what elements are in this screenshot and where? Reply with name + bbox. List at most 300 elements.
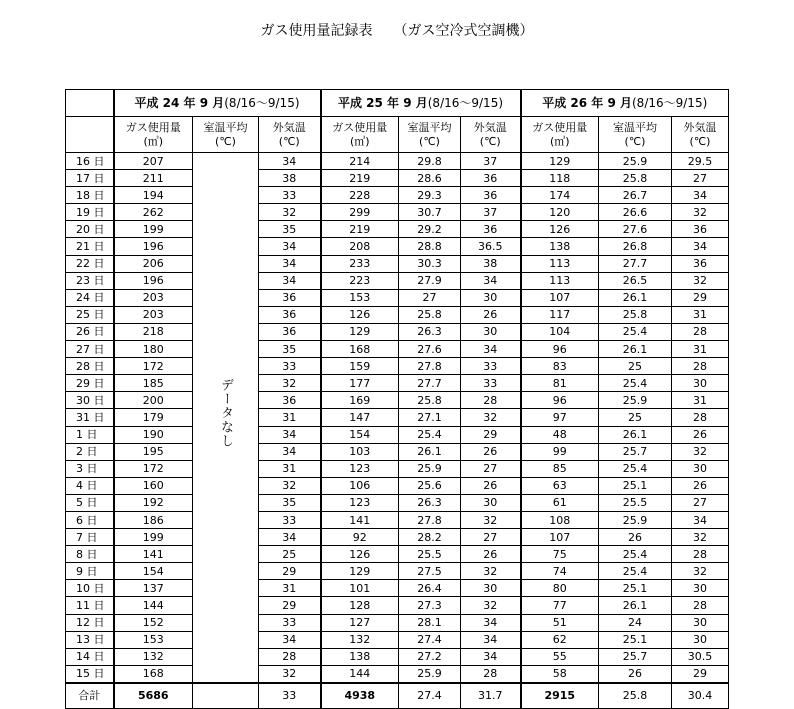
gas-usage-cell: 185 bbox=[114, 375, 193, 392]
gas-usage-cell: 172 bbox=[114, 358, 193, 375]
gas-usage-cell: 200 bbox=[114, 392, 193, 409]
outside-temp-cell: 32 bbox=[672, 204, 729, 221]
gas-usage-cell: 51 bbox=[521, 614, 599, 631]
table-row bbox=[66, 477, 729, 494]
outside-temp-cell: 28 bbox=[672, 597, 729, 614]
gas-usage-cell: 126 bbox=[321, 306, 399, 323]
gas-usage-cell: 207 bbox=[114, 153, 193, 170]
gas-usage-cell: 137 bbox=[114, 580, 193, 597]
outside-temp-cell: 32 bbox=[461, 511, 521, 528]
period-range: (8/16～9/15) bbox=[632, 96, 708, 110]
room-temp-cell: 25.5 bbox=[399, 546, 461, 563]
gas-usage-cell: 180 bbox=[114, 341, 193, 358]
gas-usage-cell: 128 bbox=[321, 597, 399, 614]
outside-temp-cell: 29 bbox=[672, 665, 729, 683]
gas-usage-cell: 63 bbox=[521, 477, 599, 494]
outside-temp-cell: 30 bbox=[672, 614, 729, 631]
gas-usage-cell: 101 bbox=[321, 580, 399, 597]
gas-usage-cell: 219 bbox=[321, 170, 399, 187]
table-row bbox=[66, 153, 729, 170]
outside-temp-cell: 29 bbox=[259, 597, 321, 614]
gas-usage-cell: 179 bbox=[114, 409, 193, 426]
gas-usage-cell: 190 bbox=[114, 426, 193, 443]
room-temp-cell: 26.1 bbox=[399, 443, 461, 460]
table-row bbox=[66, 306, 729, 323]
outside-temp-cell: 30 bbox=[672, 460, 729, 477]
gas-usage-cell: 211 bbox=[114, 170, 193, 187]
day-label: 13 日 bbox=[66, 631, 114, 648]
room-temp-cell: 25.1 bbox=[599, 580, 672, 597]
gas-usage-cell: 103 bbox=[321, 443, 399, 460]
period-label: 平成 26 年 9 月 bbox=[542, 96, 632, 110]
outside-temp-cell: 31 bbox=[672, 341, 729, 358]
outside-temp-cell: 34 bbox=[461, 272, 521, 289]
outside-temp-cell: 32 bbox=[672, 443, 729, 460]
gas-usage-cell: 196 bbox=[114, 272, 193, 289]
day-label: 21 日 bbox=[66, 238, 114, 255]
gas-usage-cell: 75 bbox=[521, 546, 599, 563]
day-label: 1 日 bbox=[66, 426, 114, 443]
gas-usage-cell: 127 bbox=[321, 614, 399, 631]
gas-usage-cell: 262 bbox=[114, 204, 193, 221]
table-row bbox=[66, 614, 729, 631]
gas-usage-cell: 172 bbox=[114, 460, 193, 477]
outside-temp-cell: 33 bbox=[461, 375, 521, 392]
outside-temp-cell: 27 bbox=[461, 529, 521, 546]
gas-usage-cell: 147 bbox=[321, 409, 399, 426]
outside-temp-cell: 28 bbox=[461, 665, 521, 683]
gas-usage-cell: 299 bbox=[321, 204, 399, 221]
gas-usage-cell: 174 bbox=[521, 187, 599, 204]
gas-usage-cell: 126 bbox=[521, 221, 599, 238]
room-temp-cell: 28.2 bbox=[399, 529, 461, 546]
table-row bbox=[66, 358, 729, 375]
day-label: 12 日 bbox=[66, 614, 114, 631]
room-temp-cell: 25.6 bbox=[399, 477, 461, 494]
outside-temp-cell: 32 bbox=[672, 272, 729, 289]
gas-usage-cell: 123 bbox=[321, 494, 399, 511]
outside-temp-cell: 27 bbox=[672, 170, 729, 187]
column-header-text: 外気温 bbox=[683, 120, 717, 134]
room-temp-cell: 28.8 bbox=[399, 238, 461, 255]
room-temp-cell: 30.3 bbox=[399, 255, 461, 272]
column-header-text: 室温平均 bbox=[613, 120, 657, 134]
table-row bbox=[66, 563, 729, 580]
room-temp-cell: 27.8 bbox=[399, 511, 461, 528]
room-temp-cell: 25.4 bbox=[599, 460, 672, 477]
room-temp-cell: 26.3 bbox=[399, 494, 461, 511]
room-temp-cell: 26.5 bbox=[599, 272, 672, 289]
outside-temp-cell: 32 bbox=[461, 409, 521, 426]
outside-temp-cell: 35 bbox=[259, 221, 321, 238]
gas-usage-cell: 218 bbox=[114, 323, 193, 340]
gas-usage-cell: 118 bbox=[521, 170, 599, 187]
day-label: 30 日 bbox=[66, 392, 114, 409]
room-temp-cell: 25.4 bbox=[599, 323, 672, 340]
outside-temp-cell: 36 bbox=[259, 392, 321, 409]
room-temp-cell: 25 bbox=[599, 358, 672, 375]
outside-temp-cell: 34 bbox=[259, 272, 321, 289]
room-temp-cell: 26.1 bbox=[599, 341, 672, 358]
day-label: 18 日 bbox=[66, 187, 114, 204]
outside-temp-cell: 36 bbox=[259, 306, 321, 323]
gas-usage-cell: 152 bbox=[114, 614, 193, 631]
outside-temp-cell: 32 bbox=[461, 597, 521, 614]
outside-temp-cell: 31 bbox=[259, 580, 321, 597]
gas-usage-cell: 186 bbox=[114, 511, 193, 528]
table-row bbox=[66, 665, 729, 683]
outside-temp-cell: 38 bbox=[259, 170, 321, 187]
outside-temp-cell: 26 bbox=[672, 426, 729, 443]
day-label: 22 日 bbox=[66, 255, 114, 272]
outside-temp-cell: 34 bbox=[461, 631, 521, 648]
outside-temp-cell: 36 bbox=[259, 289, 321, 306]
room-temp-cell: 27.5 bbox=[399, 563, 461, 580]
gas-usage-cell: 129 bbox=[521, 153, 599, 170]
outside-temp-cell: 33 bbox=[259, 358, 321, 375]
outside-temp-cell: 33 bbox=[259, 187, 321, 204]
table-row bbox=[66, 426, 729, 443]
outside-temp-cell: 32 bbox=[259, 665, 321, 683]
table-row bbox=[66, 170, 729, 187]
outside-temp-cell: 36.5 bbox=[461, 238, 521, 255]
total-room-temp: 25.8 bbox=[599, 683, 672, 709]
day-label: 20 日 bbox=[66, 221, 114, 238]
room-temp-cell: 26.1 bbox=[599, 597, 672, 614]
outside-temp-cell: 30 bbox=[672, 631, 729, 648]
day-label: 7 日 bbox=[66, 529, 114, 546]
gas-usage-cell: 203 bbox=[114, 306, 193, 323]
outside-temp-cell: 30 bbox=[461, 323, 521, 340]
outside-temp-cell: 34 bbox=[259, 529, 321, 546]
day-label: 29 日 bbox=[66, 375, 114, 392]
outside-temp-cell: 31 bbox=[259, 460, 321, 477]
gas-usage-cell: 55 bbox=[521, 648, 599, 665]
outside-temp-cell: 26 bbox=[461, 443, 521, 460]
gas-usage-cell: 168 bbox=[114, 665, 193, 683]
table-row bbox=[66, 409, 729, 426]
day-label: 16 日 bbox=[66, 153, 114, 170]
total-outside-temp: 30.4 bbox=[672, 683, 729, 709]
outside-temp-cell: 29 bbox=[672, 289, 729, 306]
outside-temp-cell: 34 bbox=[259, 631, 321, 648]
room-temp-cell: 27 bbox=[399, 289, 461, 306]
day-label: 17 日 bbox=[66, 170, 114, 187]
gas-usage-cell: 206 bbox=[114, 255, 193, 272]
gas-usage-table bbox=[65, 89, 729, 709]
table-row bbox=[66, 204, 729, 221]
outside-temp-cell: 34 bbox=[672, 511, 729, 528]
gas-usage-cell: 138 bbox=[521, 238, 599, 255]
gas-usage-cell: 177 bbox=[321, 375, 399, 392]
outside-temp-cell: 28 bbox=[461, 392, 521, 409]
outside-temp-cell: 34 bbox=[259, 238, 321, 255]
table-row bbox=[66, 546, 729, 563]
table-row bbox=[66, 238, 729, 255]
total-room-temp-empty bbox=[193, 683, 259, 709]
column-header-text: (℃) bbox=[624, 134, 646, 148]
day-label: 11 日 bbox=[66, 597, 114, 614]
outside-temp-cell: 28 bbox=[672, 409, 729, 426]
gas-usage-cell: 85 bbox=[521, 460, 599, 477]
period-header-row bbox=[66, 90, 729, 117]
column-header-outside bbox=[672, 117, 729, 153]
gas-usage-cell: 81 bbox=[521, 375, 599, 392]
room-temp-cell: 29.8 bbox=[399, 153, 461, 170]
room-temp-cell: 25.9 bbox=[399, 665, 461, 683]
table-row bbox=[66, 648, 729, 665]
column-header-gas bbox=[321, 117, 399, 153]
column-header-text: (℃) bbox=[278, 134, 300, 148]
room-temp-cell: 26.7 bbox=[599, 187, 672, 204]
column-header-gas bbox=[521, 117, 599, 153]
corner-cell bbox=[66, 90, 114, 117]
day-label: 24 日 bbox=[66, 289, 114, 306]
room-temp-cell: 26.6 bbox=[599, 204, 672, 221]
column-header-text: 外気温 bbox=[272, 120, 306, 134]
outside-temp-cell: 32 bbox=[672, 529, 729, 546]
outside-temp-cell: 32 bbox=[672, 563, 729, 580]
gas-usage-cell: 141 bbox=[114, 546, 193, 563]
total-row bbox=[66, 683, 729, 709]
gas-usage-cell: 203 bbox=[114, 289, 193, 306]
room-temp-cell: 25.9 bbox=[399, 460, 461, 477]
table-row bbox=[66, 392, 729, 409]
outside-temp-cell: 32 bbox=[259, 204, 321, 221]
outside-temp-cell: 27 bbox=[461, 460, 521, 477]
day-label: 28 日 bbox=[66, 358, 114, 375]
gas-usage-cell: 96 bbox=[521, 392, 599, 409]
column-header-text: (℃) bbox=[479, 134, 501, 148]
day-label: 15 日 bbox=[66, 665, 114, 683]
gas-usage-cell: 123 bbox=[321, 460, 399, 477]
gas-usage-cell: 154 bbox=[321, 426, 399, 443]
day-label: 23 日 bbox=[66, 272, 114, 289]
outside-temp-cell: 30 bbox=[672, 580, 729, 597]
gas-usage-cell: 104 bbox=[521, 323, 599, 340]
column-header-gas bbox=[114, 117, 193, 153]
no-data-cell bbox=[193, 153, 259, 683]
room-temp-cell: 25.1 bbox=[599, 631, 672, 648]
outside-temp-cell: 30 bbox=[672, 375, 729, 392]
outside-temp-cell: 29.5 bbox=[672, 153, 729, 170]
column-header-text: 室温平均 bbox=[407, 120, 452, 134]
gas-usage-cell: 132 bbox=[321, 631, 399, 648]
table-row bbox=[66, 375, 729, 392]
room-temp-cell: 25.1 bbox=[599, 477, 672, 494]
gas-usage-cell: 117 bbox=[521, 306, 599, 323]
outside-temp-cell: 34 bbox=[672, 187, 729, 204]
outside-temp-cell: 36 bbox=[461, 187, 521, 204]
column-header-row bbox=[66, 117, 729, 153]
table-row bbox=[66, 529, 729, 546]
outside-temp-cell: 36 bbox=[672, 255, 729, 272]
gas-usage-cell: 96 bbox=[521, 341, 599, 358]
room-temp-cell: 25.9 bbox=[599, 511, 672, 528]
room-temp-cell: 25 bbox=[599, 409, 672, 426]
gas-usage-cell: 108 bbox=[521, 511, 599, 528]
outside-temp-cell: 33 bbox=[259, 511, 321, 528]
room-temp-cell: 27.1 bbox=[399, 409, 461, 426]
gas-usage-cell: 199 bbox=[114, 529, 193, 546]
outside-temp-cell: 31 bbox=[672, 306, 729, 323]
gas-usage-cell: 48 bbox=[521, 426, 599, 443]
day-label: 3 日 bbox=[66, 460, 114, 477]
gas-usage-cell: 106 bbox=[321, 477, 399, 494]
gas-usage-cell: 168 bbox=[321, 341, 399, 358]
room-temp-cell: 26.8 bbox=[599, 238, 672, 255]
gas-usage-cell: 129 bbox=[321, 563, 399, 580]
column-header-outside bbox=[461, 117, 521, 153]
room-temp-cell: 25.7 bbox=[599, 648, 672, 665]
column-header-text: (㎥) bbox=[143, 134, 164, 148]
outside-temp-cell: 33 bbox=[259, 614, 321, 631]
room-temp-cell: 25.9 bbox=[599, 392, 672, 409]
day-label: 2 日 bbox=[66, 443, 114, 460]
room-temp-cell: 27.3 bbox=[399, 597, 461, 614]
outside-temp-cell: 34 bbox=[259, 153, 321, 170]
total-outside-temp: 31.7 bbox=[461, 683, 521, 709]
total-room-temp: 27.4 bbox=[399, 683, 461, 709]
room-temp-cell: 25.4 bbox=[599, 546, 672, 563]
gas-usage-cell: 107 bbox=[521, 529, 599, 546]
room-temp-cell: 30.7 bbox=[399, 204, 461, 221]
period-header-2014 bbox=[521, 90, 729, 117]
day-label: 4 日 bbox=[66, 477, 114, 494]
day-label: 8 日 bbox=[66, 546, 114, 563]
gas-usage-cell: 61 bbox=[521, 494, 599, 511]
room-temp-cell: 25.8 bbox=[399, 306, 461, 323]
room-temp-cell: 24 bbox=[599, 614, 672, 631]
room-temp-cell: 25.4 bbox=[599, 375, 672, 392]
day-label: 26 日 bbox=[66, 323, 114, 340]
outside-temp-cell: 37 bbox=[461, 153, 521, 170]
outside-temp-cell: 34 bbox=[672, 238, 729, 255]
outside-temp-cell: 29 bbox=[259, 563, 321, 580]
day-label: 9 日 bbox=[66, 563, 114, 580]
room-temp-cell: 27.7 bbox=[399, 375, 461, 392]
gas-usage-cell: 74 bbox=[521, 563, 599, 580]
gas-usage-cell: 138 bbox=[321, 648, 399, 665]
outside-temp-cell: 32 bbox=[461, 563, 521, 580]
room-temp-cell: 29.2 bbox=[399, 221, 461, 238]
total-gas-usage: 4938 bbox=[321, 683, 399, 709]
table-row bbox=[66, 323, 729, 340]
outside-temp-cell: 33 bbox=[461, 358, 521, 375]
outside-temp-cell: 29 bbox=[461, 426, 521, 443]
day-label: 25 日 bbox=[66, 306, 114, 323]
gas-usage-cell: 126 bbox=[321, 546, 399, 563]
column-header-text: (℃) bbox=[689, 134, 711, 148]
outside-temp-cell: 32 bbox=[259, 375, 321, 392]
outside-temp-cell: 30.5 bbox=[672, 648, 729, 665]
room-temp-cell: 25.8 bbox=[399, 392, 461, 409]
outside-temp-cell: 31 bbox=[672, 392, 729, 409]
outside-temp-cell: 28 bbox=[259, 648, 321, 665]
outside-temp-cell: 34 bbox=[461, 341, 521, 358]
gas-usage-cell: 214 bbox=[321, 153, 399, 170]
room-temp-cell: 26.4 bbox=[399, 580, 461, 597]
outside-temp-cell: 25 bbox=[259, 546, 321, 563]
gas-usage-cell: 160 bbox=[114, 477, 193, 494]
gas-usage-cell: 208 bbox=[321, 238, 399, 255]
column-header-text: 外気温 bbox=[473, 120, 507, 134]
room-temp-cell: 27.4 bbox=[399, 631, 461, 648]
room-temp-cell: 27.6 bbox=[399, 341, 461, 358]
column-header-text: 室温平均 bbox=[203, 120, 248, 134]
gas-usage-cell: 144 bbox=[321, 665, 399, 683]
period-range: (8/16～9/15) bbox=[427, 96, 504, 110]
outside-temp-cell: 36 bbox=[259, 323, 321, 340]
room-temp-cell: 29.3 bbox=[399, 187, 461, 204]
outside-temp-cell: 37 bbox=[461, 204, 521, 221]
column-header-text: ガス使用量 bbox=[332, 120, 388, 134]
gas-usage-cell: 113 bbox=[521, 255, 599, 272]
outside-temp-cell: 30 bbox=[461, 580, 521, 597]
outside-temp-cell: 28 bbox=[672, 546, 729, 563]
column-header-room bbox=[193, 117, 259, 153]
table-row bbox=[66, 255, 729, 272]
column-header-room bbox=[599, 117, 672, 153]
outside-temp-cell: 32 bbox=[259, 477, 321, 494]
table-row bbox=[66, 494, 729, 511]
column-header-text: (㎥) bbox=[349, 134, 370, 148]
room-temp-cell: 28.1 bbox=[399, 614, 461, 631]
gas-usage-cell: 199 bbox=[114, 221, 193, 238]
column-header-text: ガス使用量 bbox=[125, 120, 181, 134]
outside-temp-cell: 26 bbox=[672, 477, 729, 494]
outside-temp-cell: 26 bbox=[461, 477, 521, 494]
table-row bbox=[66, 597, 729, 614]
outside-temp-cell: 30 bbox=[461, 289, 521, 306]
room-temp-cell: 26 bbox=[599, 529, 672, 546]
column-header-text: ガス使用量 bbox=[532, 120, 588, 134]
room-temp-cell: 27.9 bbox=[399, 272, 461, 289]
outside-temp-cell: 26 bbox=[461, 306, 521, 323]
table-row bbox=[66, 511, 729, 528]
gas-usage-cell: 169 bbox=[321, 392, 399, 409]
room-temp-cell: 27.2 bbox=[399, 648, 461, 665]
day-label: 14 日 bbox=[66, 648, 114, 665]
gas-usage-cell: 194 bbox=[114, 187, 193, 204]
gas-usage-cell: 223 bbox=[321, 272, 399, 289]
gas-usage-cell: 192 bbox=[114, 494, 193, 511]
gas-usage-cell: 58 bbox=[521, 665, 599, 683]
room-temp-cell: 25.7 bbox=[599, 443, 672, 460]
outside-temp-cell: 26 bbox=[461, 546, 521, 563]
outside-temp-cell: 34 bbox=[259, 255, 321, 272]
room-temp-cell: 26 bbox=[599, 665, 672, 683]
room-temp-cell: 25.8 bbox=[599, 306, 672, 323]
room-temp-cell: 26.1 bbox=[599, 289, 672, 306]
total-label: 合計 bbox=[66, 683, 114, 709]
gas-usage-cell: 99 bbox=[521, 443, 599, 460]
room-temp-cell: 26.1 bbox=[599, 426, 672, 443]
gas-usage-cell: 153 bbox=[114, 631, 193, 648]
outside-temp-cell: 34 bbox=[461, 614, 521, 631]
room-temp-cell: 27.8 bbox=[399, 358, 461, 375]
gas-usage-cell: 154 bbox=[114, 563, 193, 580]
gas-usage-cell: 129 bbox=[321, 323, 399, 340]
outside-temp-cell: 34 bbox=[259, 426, 321, 443]
room-temp-cell: 26.3 bbox=[399, 323, 461, 340]
gas-usage-cell: 77 bbox=[521, 597, 599, 614]
gas-usage-cell: 132 bbox=[114, 648, 193, 665]
column-header-text: (㎥) bbox=[549, 134, 570, 148]
day-label: 31 日 bbox=[66, 409, 114, 426]
table-row bbox=[66, 187, 729, 204]
outside-temp-cell: 36 bbox=[461, 221, 521, 238]
